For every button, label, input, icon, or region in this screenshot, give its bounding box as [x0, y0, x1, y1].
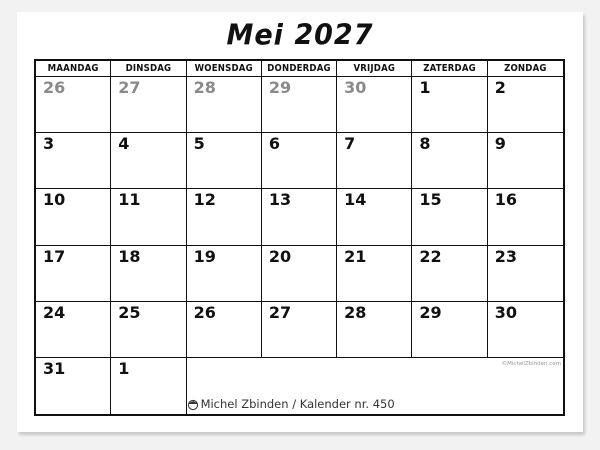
day-number: 21	[344, 246, 367, 266]
day-cell	[337, 133, 412, 189]
day-cell	[337, 302, 412, 358]
weekday-header: MAANDAG	[36, 61, 111, 77]
day-cell	[187, 77, 262, 133]
day-number: 26	[193, 302, 216, 322]
day-number: 30	[494, 302, 517, 322]
day-cell	[262, 302, 337, 358]
day-number: 10	[43, 190, 66, 210]
day-cell	[262, 77, 337, 133]
day-number: 30	[344, 78, 367, 97]
day-cell	[412, 133, 487, 189]
day-cell	[412, 302, 487, 358]
day-number: 16	[494, 190, 517, 210]
day-cell	[187, 133, 262, 189]
day-number: 20	[268, 246, 292, 266]
day-cell	[412, 77, 487, 133]
day-cell	[488, 302, 563, 358]
day-cell	[111, 358, 186, 414]
day-cell	[36, 189, 111, 245]
day-number: 11	[118, 190, 141, 210]
day-cell	[36, 302, 111, 358]
footer-text: Michel Zbinden / Kalender nr. 450	[200, 397, 395, 411]
day-cell	[488, 133, 563, 189]
day-number: 22	[419, 246, 442, 266]
day-number: 29	[419, 302, 442, 322]
face-logo-icon	[187, 399, 199, 410]
day-cell	[262, 133, 337, 189]
day-number: 19	[193, 246, 216, 266]
day-number: 17	[43, 246, 66, 266]
day-cell	[111, 189, 186, 245]
day-number: 28	[344, 302, 367, 322]
day-number: 1	[118, 358, 130, 378]
day-cell	[488, 189, 563, 245]
day-cell	[187, 189, 262, 245]
day-cell	[187, 246, 262, 302]
weekday-header: ZONDAG	[488, 61, 563, 77]
day-number: 7	[344, 134, 356, 154]
day-cell	[488, 246, 563, 302]
day-cell	[36, 133, 111, 189]
day-number: 12	[193, 190, 216, 210]
day-cell	[337, 77, 412, 133]
day-cell	[412, 189, 487, 245]
day-number: 15	[419, 190, 442, 210]
weekday-header: WOENSDAG	[187, 61, 262, 77]
day-number: 8	[419, 134, 431, 154]
day-number: 26	[43, 78, 66, 97]
day-number: 18	[118, 246, 141, 266]
day-cell	[412, 246, 487, 302]
day-cell	[111, 133, 186, 189]
calendar-grid	[34, 59, 565, 416]
day-number: 6	[268, 134, 280, 154]
day-cell	[337, 246, 412, 302]
day-number: 31	[43, 358, 66, 378]
day-cell	[488, 77, 563, 133]
day-cell	[262, 189, 337, 245]
day-number: 28	[193, 78, 216, 97]
day-number: 3	[43, 134, 55, 154]
day-number: 29	[268, 78, 292, 97]
day-cell	[111, 77, 186, 133]
day-number: 14	[344, 190, 367, 210]
weekday-header: DINSDAG	[111, 61, 186, 77]
day-number: 25	[118, 302, 141, 322]
small-copyright: ©MichelZbinden.com	[501, 360, 561, 367]
day-number: 1	[419, 78, 431, 97]
day-cell	[36, 246, 111, 302]
day-number: 24	[43, 302, 66, 322]
calendar-title: Mei 2027	[226, 19, 374, 52]
footer-credit	[187, 397, 395, 411]
footer-area	[187, 358, 563, 414]
day-number: 27	[118, 78, 141, 97]
weekday-header: ZATERDAG	[412, 61, 487, 77]
day-number: 2	[494, 78, 506, 97]
day-cell	[111, 302, 186, 358]
day-cell	[111, 246, 186, 302]
day-cell	[36, 358, 111, 414]
day-number: 5	[193, 134, 205, 154]
day-cell	[337, 189, 412, 245]
day-number: 13	[268, 190, 292, 210]
day-number: 4	[118, 134, 130, 154]
weekday-header: DONDERDAG	[262, 61, 337, 77]
day-cell	[187, 302, 262, 358]
day-cell	[36, 77, 111, 133]
weekday-header: VRIJDAG	[337, 61, 412, 77]
day-number: 9	[494, 134, 506, 154]
day-cell	[262, 246, 337, 302]
day-number: 23	[494, 246, 517, 266]
day-number: 27	[268, 302, 292, 322]
